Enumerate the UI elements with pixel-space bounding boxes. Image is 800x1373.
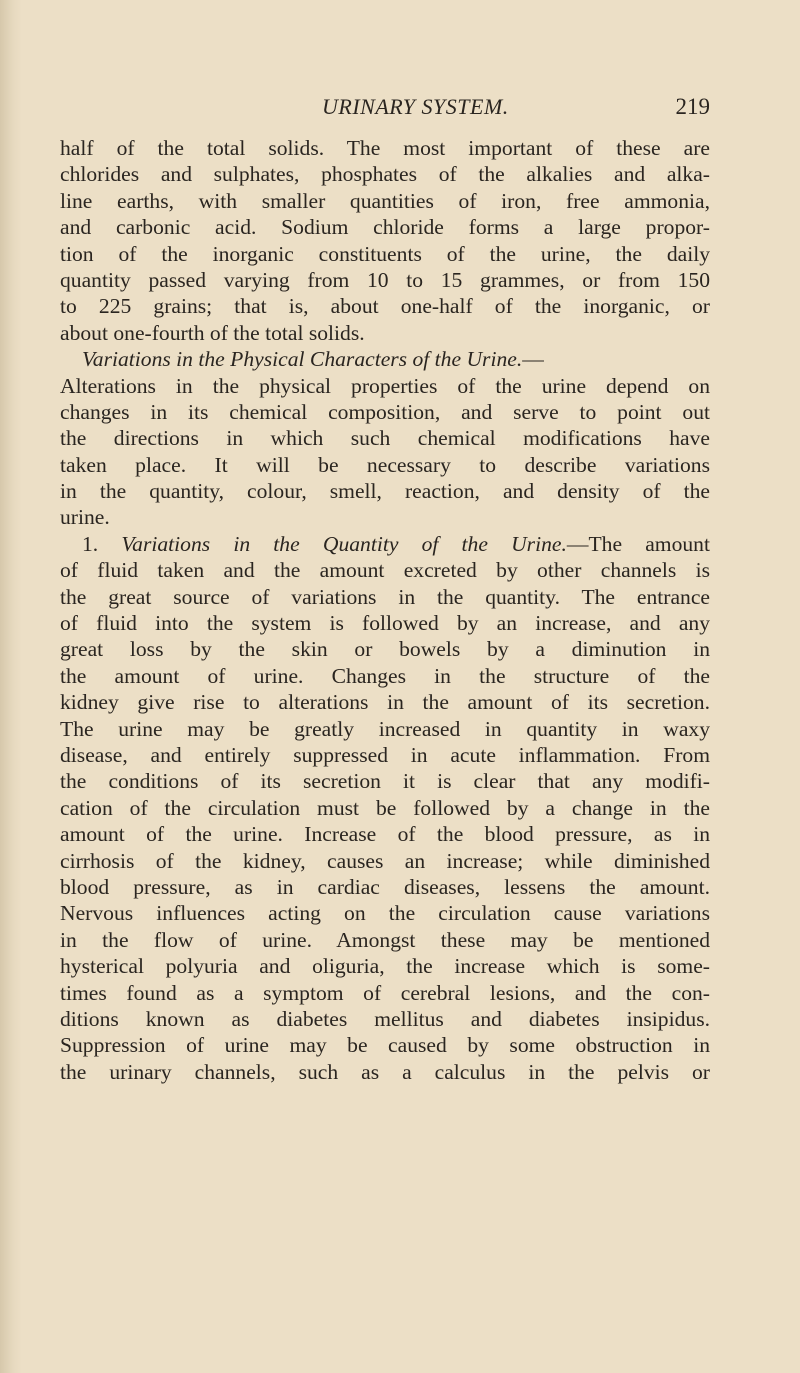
text-line-27: amount of the urine. Increase of the blood pressure, as in [60,822,710,847]
body-text [60,135,710,1085]
text-line-28: cirrhosis of the kidney, causes an increase; while diminished [60,848,710,873]
text-line-25: the conditions of its secretion it is clear that any modifi- [60,769,710,794]
text-line-30: Nervous influences acting on the circulation cause variations [60,901,710,926]
text-line-1: half of the total solids. The most important of these are [60,136,710,160]
text-line-22: kidney give rise to alterations in the amount of its secretion. [60,690,710,715]
text-line-31: in the flow of urine. Amongst these may be mentioned [60,927,710,952]
text-line-18: the great source of variations in the quantity. The entrance [60,584,710,609]
heading-quantity-rest: —The amount [566,531,710,556]
page-number: 219 [675,94,710,119]
text-line-6: quantity passed varying from 10 to 15 grammes, or from 150 [60,267,710,292]
text-line-29: blood pressure, as in cardiac diseases, lessens the amount. [60,874,710,899]
text-line-20: great loss by the skin or bowels by a diminution in [60,637,710,662]
heading-quantity-number: 1. [82,531,99,556]
text-line-11: changes in its chemical composition, and serve to point out [60,399,710,424]
text-line-21: the amount of urine. Changes in the structure of the [60,663,710,688]
text-line-4: and carbonic acid. Sodium chloride forms a large propor- [60,215,710,240]
text-line-7: to 225 grains; that is, about one-half of the inorganic, or [60,294,710,319]
text-line-15: urine. [60,505,110,530]
heading-quantity-title: Variations in the Quantity of the Urine. [121,531,567,556]
text-line-36: the urinary channels, such as a calculus in the pelvis or [60,1059,710,1084]
text-line-24: disease, and entirely suppressed in acute inflammation. From [60,742,710,767]
text-line-2: chlorides and sulphates, phosphates of the alkalies and alka- [60,162,710,187]
text-line-34: ditions known as diabetes mellitus and diabetes insipidus. [60,1006,710,1031]
text-line-19: of fluid into the system is followed by an increase, and any [60,611,710,636]
text-line-3: line earths, with smaller quantities of iron, free ammonia, [60,188,710,213]
text-line-10: Alterations in the physical properties of the urine depend on [60,373,710,398]
text-line-33: times found as a symptom of cerebral lesions, and the con- [60,980,710,1005]
text-line-23: The urine may be greatly increased in quantity in waxy [60,716,710,741]
text-line-12: the directions in which such chemical modifications have [60,426,710,451]
text-line-14: in the quantity, colour, smell, reaction, and density of the [60,479,710,504]
heading-physical-dash: — [522,347,544,372]
text-line-35: Suppression of urine may be caused by some obstruction in [60,1033,710,1058]
text-line-5: tion of the inorganic constituents of the urine, the daily [60,241,710,266]
heading-physical-title: Variations in the Physical Characters of the Urine. [82,347,523,372]
running-head: URINARY SYSTEM. [322,94,509,119]
page-header [60,94,710,128]
section-heading-physical [60,346,710,372]
text-line-8: about one-fourth of the total solids. [60,320,365,345]
section-heading-quantity [60,531,710,557]
text-line-13: taken place. It will be necessary to describe variations [60,452,710,477]
page-edge-shadow [0,0,22,1373]
text-line-26: cation of the circulation must be followed by a change in the [60,795,710,820]
text-line-32: hysterical polyuria and oliguria, the increase which is some- [60,954,710,979]
text-line-17: of fluid taken and the amount excreted by other channels is [60,558,710,583]
